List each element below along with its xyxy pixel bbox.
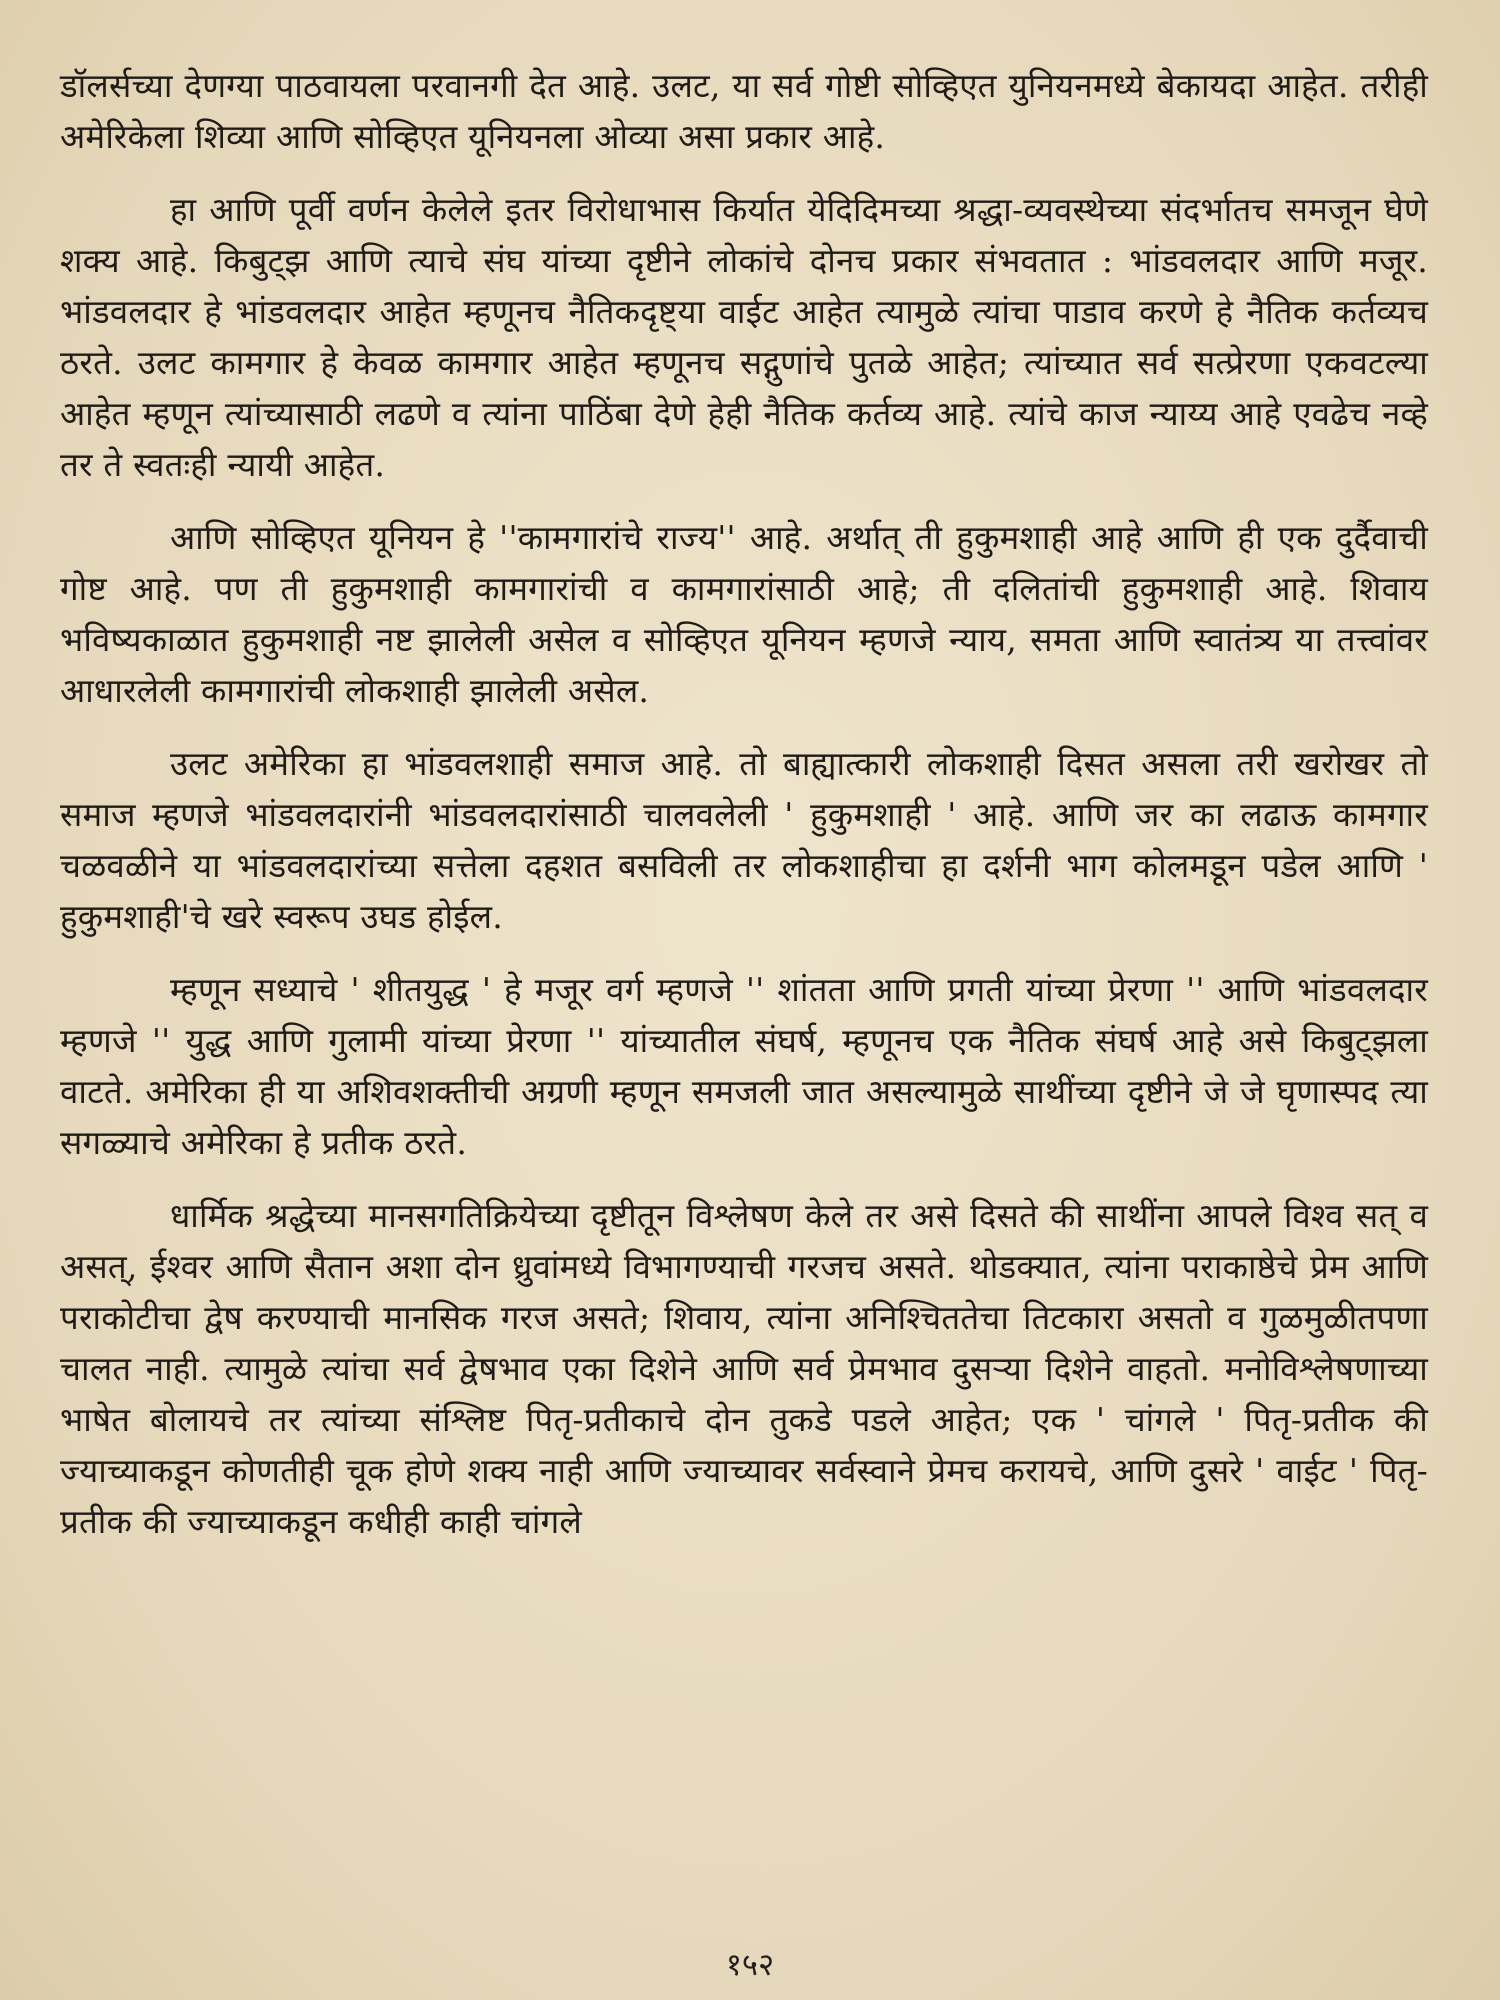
paragraph-religious-analysis: धार्मिक श्रद्धेच्या मानसगतिक्रियेच्या दृष्टीतून विश्लेषण केले तर असे दिसते की साथींना आपले विश्व सत् व असत्, ईश्वर आणि सैतान अशा दोन ध्रुवांमध्ये विभागण्याची गरजच असते. थोडक्यात, त्यांना पराकाष्ठेचे प्रेम आणि पराकोटीचा द्वेष करण्याची मानसिक गरज असते; शिवाय, त्यांना अनिश्चिततेचा तिटकारा असतो व गुळमुळीतपणा चालत नाही. त्यामुळे त्यांचा सर्व द्वेषभाव एका दिशेने आणि सर्व प्रेमभाव दुसऱ्या दिशेने वाहतो. मनोविश्लेषणाच्या भाषेत बोलायचे तर त्यांच्या संश्लिष्ट पितृ-प्रतीकाचे दोन तुकडे पडले आहेत; एक ' चांगले ' पितृ-प्रतीक की ज्याच्याकडून कोणतीही चूक होणे शक्य नाही आणि ज्याच्यावर सर्वस्वाने प्रेमच करायचे, आणि दुसरे ' वाईट ' पितृ-प्रतीक की ज्याच्याकडून कधीही काही चांगले xyxy=(60,1196,1428,1541)
paragraph-cold-war: म्हणून सध्याचे ' शीतयुद्ध ' हे मजूर वर्ग म्हणजे '' शांतता आणि प्रगती यांच्या प्रेरणा '' आणि भांडवलदार म्हणजे '' युद्ध आणि गुलामी यांच्या प्रेरणा '' यांच्यातील संघर्ष, म्हणूनच एक नैतिक संघर्ष आहे असे किबुट्झला वाटते. अमेरिका ही या अशिवशक्तीची अग्रणी म्हणून समजली जात असल्यामुळे साथींच्या दृष्टीने जे जे घृणास्पद त्या सगळ्याचे अमेरिका हे प्रतीक ठरते. xyxy=(60,970,1428,1162)
paragraph-continuation: डॉलर्सच्या देणग्या पाठवायला परवानगी देत आहे. उलट, या सर्व गोष्टी सोव्हिएत युनियनमध्ये बेकायदा आहेत. तरीही अमेरिकेला शिव्या आणि सोव्हिएत यूनियनला ओव्या असा प्रकार आहे. xyxy=(60,66,1428,156)
page-number: १५२ xyxy=(725,1947,775,1983)
paragraph-america: उलट अमेरिका हा भांडवलशाही समाज आहे. तो बाह्यात्कारी लोकशाही दिसत असला तरी खरोखर तो समाज म्हणजे भांडवलदारांनी भांडवलदारांसाठी चालवलेली ' हुकुमशाही ' आहे. आणि जर का लढाऊ कामगार चळवळीने या भांडवलदारांच्या सत्तेला दहशत बसविली तर लोकशाहीचा हा दर्शनी भाग कोलमडून पडेल आणि ' हुकुमशाही'चे खरे स्वरूप उघड होईल. xyxy=(60,744,1428,936)
paragraph-belief-system: हा आणि पूर्वी वर्णन केलेले इतर विरोधाभास किर्यात येदिदिमच्या श्रद्धा-व्यवस्थेच्या संदर्भातच समजून घेणे शक्य आहे. किबुट्झ आणि त्याचे संघ यांच्या दृष्टीने लोकांचे दोनच प्रकार संभवतात : भांडवलदार आणि मजूर. भांडवलदार हे भांडवलदार आहेत म्हणूनच नैतिकदृष्ट्या वाईट आहेत त्यामुळे त्यांचा पाडाव करणे हे नैतिक कर्तव्यच ठरते. उलट कामगार हे केवळ कामगार आहेत म्हणूनच सद्गुणांचे पुतळे आहेत; त्यांच्यात सर्व सत्प्रेरणा एकवटल्या आहेत म्हणून त्यांच्यासाठी लढणे व त्यांना पाठिंबा देणे हेही नैतिक कर्तव्य आहे. त्यांचे काज न्याय्य आहे एवढेच नव्हे तर ते स्वतःही न्यायी आहेत. xyxy=(60,190,1428,484)
body-text xyxy=(60,60,1428,1547)
paragraph-soviet-union: आणि सोव्हिएत यूनियन हे ''कामगारांचे राज्य'' आहे. अर्थात् ती हुकुमशाही आहे आणि ही एक दुर्दैवाची गोष्ट आहे. पण ती हुकुमशाही कामगारांची व कामगारांसाठी आहे; ती दलितांची हुकुमशाही आहे. शिवाय भविष्यकाळात हुकुमशाही नष्ट झालेली असेल व सोव्हिएत यूनियन म्हणजे न्याय, समता आणि स्वातंत्र्य या तत्त्वांवर आधारलेली कामगारांची लोकशाही झालेली असेल. xyxy=(60,518,1428,710)
